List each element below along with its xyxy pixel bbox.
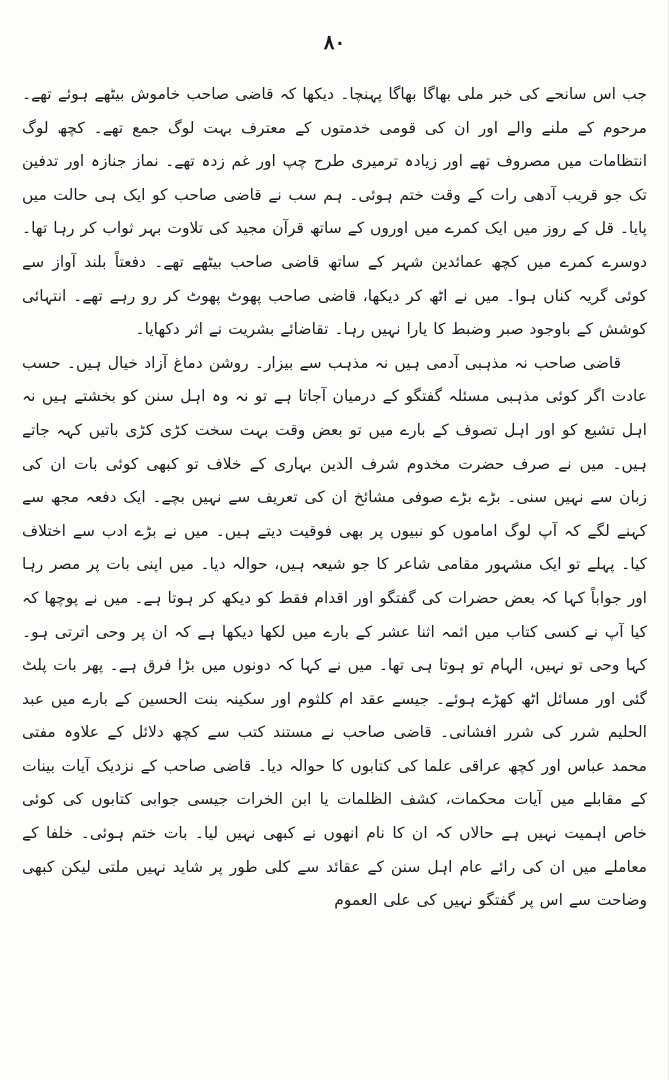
paragraph-1: جب اس سانحے کی خبر ملی بھاگا بھاگا پہنچا۔ دیکھا کہ قاضی صاحب خاموش بیٹھے ہوئے تھے۔ مرحوم کے ملنے والے اور ان کی قومی خدمتوں کے معترف بہت لوگ جمع تھے۔ کچھ لوگ انتظامات میں مصروف تھے اور زیادہ ترمیری طرح چپ اور غم زدہ تھے۔ نماز جنازہ اور تدفین تک جو قریب آدھی رات کے وقت ختم ہوئی۔ ہم سب نے قاضی صاحب کو ایک ہی حالت میں پایا۔ قل کے روز میں ایک کمرے میں اوروں کے ساتھ قرآن مجید کی تلاوت بہر ثواب کر رہا تھا۔ دوسرے کمرے میں کچھ عمائدین شہر کے ساتھ قاضی صاحب بیٹھے تھے۔ دفعتاً بلند آواز سے کوئی گریہ کناں ہوا۔ میں نے اٹھ کر دیکھا، قاضی صاحب پھوٹ پھوٹ کر رو رہے تھے۔ انتہائی کوشش کے باوجود صبر وضبط کا یارا نہیں رہا۔ تقاضائے بشریت نے اثر دکھایا۔ [22,85,647,339]
page-number: ۸۰ [323,30,346,54]
body-text [22,78,647,918]
paragraph-2: قاضی صاحب نہ مذہبی آدمی ہیں نہ مذہب سے بیزار۔ روشن دماغ آزاد خیال ہیں۔ حسب عادت اگر کوئی مذہبی مسئلہ گفتگو کے درمیان آجاتا ہے تو نہ وہ اہل سنن کو بخشتے ہیں نہ اہل تشیع کو اور اہل تصوف کے بارے میں تو بعض وقت بہت سخت کڑی کڑی باتیں کہہ جاتے ہیں۔ میں نے صرف حضرت مخدوم شرف الدین بہاری کے خلاف تو کبھی کوئی بات ان کی زبان سے نہیں سنی۔ بڑے بڑے صوفی مشائخ ان کی تعریف سے نہیں بچے۔ ایک دفعہ مجھ سے کہنے لگے کہ آپ لوگ اماموں کو نبیوں پر بھی فوقیت دیتے ہیں۔ میں نے بڑے ادب سے اختلاف کیا۔ پہلے تو ایک مشہور مقامی شاعر کا جو شیعہ ہیں، حوالہ دیا۔ میں اپنی بات پر مصر رہا اور جواباً کہا کہ بعض حضرات کی گفتگو اور اقدام فقط کو دیکھ کر ہوتا ہے۔ میں نے پوچھا کہ کیا آپ نے کسی کتاب میں ائمہ اثنا عشر کے بارے میں لکھا دیکھا ہے کہ ان پر وحی اترتی ہو۔ کہا وحی تو نہیں، الہام تو ہوتا ہی تھا۔ میں نے کہا کہ دونوں میں بڑا فرق ہے۔ پھر بات پلٹ گئی اور مسائل اٹھ کھڑے ہوئے۔ جیسے عقد ام کلثوم اور سکینہ بنت الحسین کے بارے میں عبد الحلیم شرر کی شرر افشانی۔ قاضی صاحب نے مستند کتب سے کچھ دلائل کے علاوہ مفتی محمد عباس اور کچھ عراقی علما کی کتابوں کا حوالہ دیا۔ قاضی صاحب کے نزدیک آیات بینات کے مقابلے میں آیات محکمات، کشف الظلمات یا ابن الخرات جیسی جوابی کتابوں کی کوئی خاص اہمیت نہیں ہے حالاں کہ ان کا نام انھوں نے کبھی نہیں لیا۔ بات ختم ہوئی۔ خلفا کے معاملے میں ان کی رائے عام اہل سنن کے عقائد سے کلی طور پر شاید نہیں ملتی لیکن کبھی وضاحت سے اس پر گفتگو نہیں کی علی العموم [22,353,647,910]
